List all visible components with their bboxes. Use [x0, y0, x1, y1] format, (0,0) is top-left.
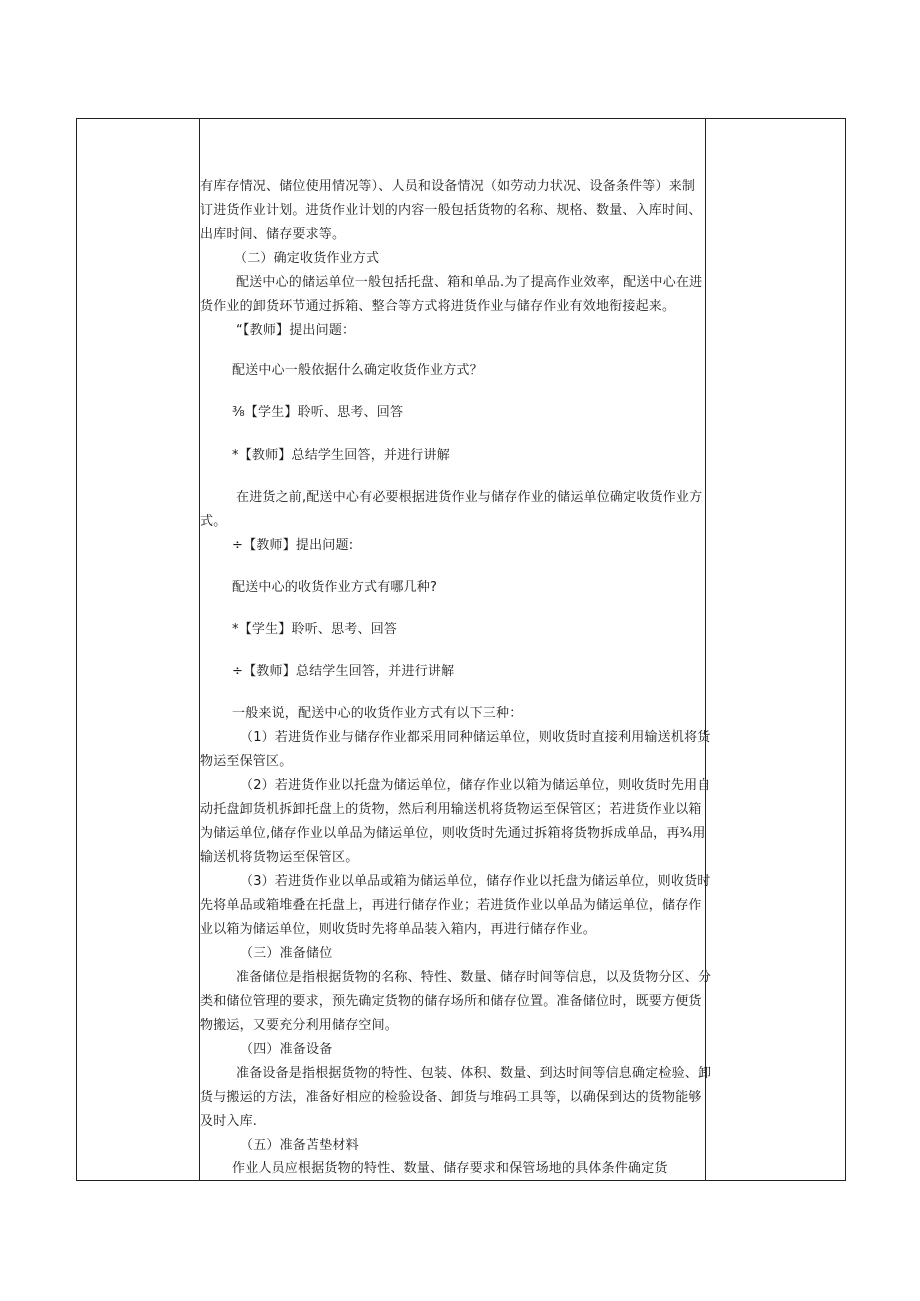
text-line: 及时入库.: [200, 1114, 258, 1129]
right-column-cell: [705, 119, 845, 1180]
teacher-prompt: “【教师】提出问题：: [236, 323, 356, 338]
text-line: 准备设备是指根据货物的特性、包装、体积、数量、到达时间等信息确定检验、卸: [236, 1066, 712, 1081]
section-heading: （四）准备设备: [240, 1042, 333, 1057]
teacher-summary: *【教师】总结学生回答，并进行讲解: [232, 448, 450, 463]
text-line: 式。: [200, 514, 227, 529]
left-column-cell: [77, 119, 200, 1180]
section-heading: （二）确定收货作业方式: [234, 251, 380, 266]
text-line: 先将单品或箱堆叠在托盘上，再进行储存作业；若进货作业以单品为储运单位，储存作: [200, 898, 702, 913]
student-response: ⅜【学生】聆听、思考、回答: [232, 405, 404, 420]
question: 配送中心的收货作业方式有哪几种?: [232, 580, 438, 595]
text-line: 动托盘卸货机拆卸托盘上的货物，然后利用输送机将货物运至保管区；若进货作业以箱: [200, 802, 702, 817]
text-line: 物运至保管区。: [200, 754, 293, 769]
text-line: 输送机将货物运至保管区。: [200, 850, 359, 865]
text-line: 货与搬运的方法，准备好相应的检验设备、卸货与堆码工具等，以确保到达的货物能够: [200, 1090, 702, 1105]
text-line: 出库时间、储存要求等。: [200, 227, 346, 242]
section-heading: （五）准备苫垫材料: [240, 1138, 359, 1153]
student-response: *【学生】聆听、思考、回答: [232, 622, 398, 637]
text-line: 为储运单位,储存作业以单品为储运单位，则收货时先通过拆箱将货物拆成单品，再¾用: [200, 826, 706, 841]
list-item: （1）若进货作业与储存作业都采用同种储运单位，则收货时直接利用输送机将货: [240, 730, 711, 745]
section-heading: （三）准备储位: [240, 946, 333, 961]
text-line: 在进货之前,配送中心有必要根据进货作业与储存作业的储运单位确定收货作业方: [236, 490, 703, 505]
text-line: 作业人员应根据货物的特性、数量、储存要求和保管场地的具体条件确定货: [232, 1161, 668, 1176]
text-line: 货作业的卸货环节通过拆箱、整合等方式将进货作业与储存作业有效地衔接起来。: [200, 299, 676, 314]
list-item: （2）若进货作业以托盘为储运单位，储存作业以箱为储运单位，则收货时先用自: [240, 778, 711, 793]
text-line: 业以箱为储运单位，则收货时先将单品装入箱内，再进行储存作业。: [200, 922, 597, 937]
text-line: 一般来说，配送中心的收货作业方式有以下三种：: [232, 706, 523, 721]
text-line: 准备储位是指根据货物的名称、特性、数量、储存时间等信息，以及货物分区、分: [236, 970, 712, 985]
text-line: 类和储位管理的要求，预先确定货物的储存场所和储存位置。准备储位时，既要方便货: [200, 994, 702, 1009]
text-line: 配送中心的储运单位一般包括托盘、箱和单品.为了提高作业效率，配送中心在进: [236, 275, 703, 290]
teacher-summary: ÷【教师】总结学生回答，并进行讲解: [232, 664, 455, 679]
question: 配送中心一般依据什么确定收货作业方式？: [232, 363, 483, 378]
text-line: 有库存情况、储位使用情况等）、人员和设备情况（如劳动力状况、设备条件等）来制: [200, 179, 696, 194]
text-line: 物搬运，又要充分利用储存空间。: [200, 1018, 399, 1033]
list-item: （3）若进货作业以单品或箱为储运单位，储存作业以托盘为储运单位，则收货时: [240, 874, 711, 889]
teacher-prompt: ÷【教师】提出问题:: [232, 538, 354, 553]
text-line: 订进货作业计划。进货作业计划的内容一般包括货物的名称、规格、数量、入库时间、: [200, 203, 702, 218]
